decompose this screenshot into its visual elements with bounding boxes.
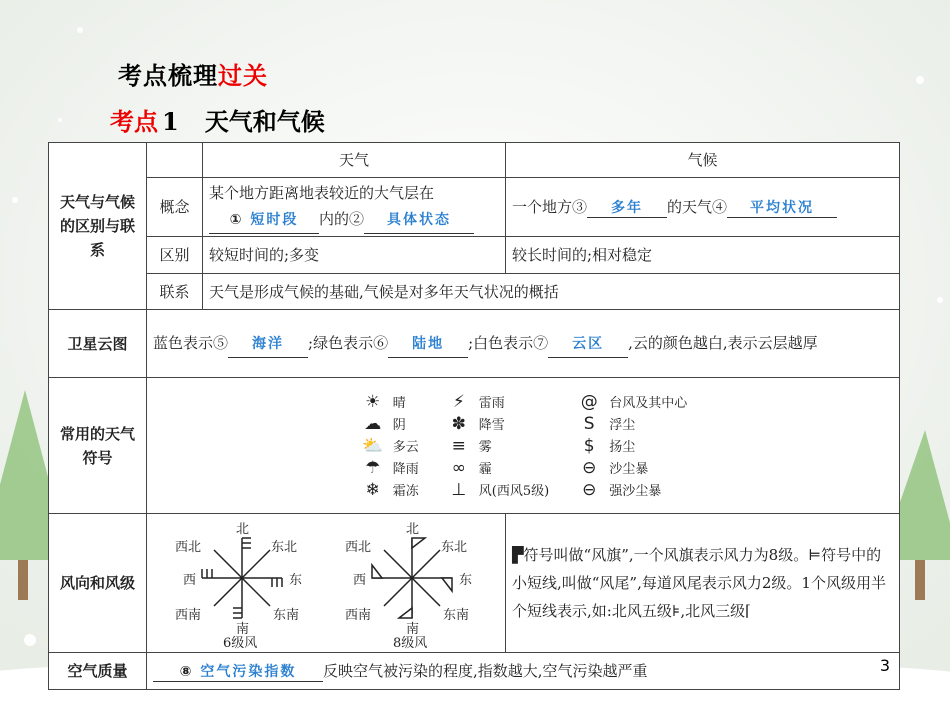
flag-icon: ▛ bbox=[512, 546, 524, 565]
page-number: 3 bbox=[879, 656, 890, 675]
overcast-icon: ☁ bbox=[364, 413, 382, 434]
blank-3: 多年 bbox=[587, 197, 667, 218]
row-header-wind: 风向和风级 bbox=[49, 514, 147, 653]
slide-title: 考点梳理过关 bbox=[118, 61, 268, 90]
weather-concept: 某个地方距离地表较近的大气层在 ① 短时段 内的② 具体状态 bbox=[203, 177, 506, 236]
cloudy-icon: ⛅ bbox=[362, 435, 384, 456]
weather-diff: 较短时间的;多变 bbox=[203, 236, 506, 273]
slide-subtitle: 考点 1 天气和气候 bbox=[110, 107, 325, 136]
typhoon-icon: @ bbox=[580, 391, 598, 412]
blank-2: 具体状态 bbox=[364, 207, 474, 234]
snow-icon: ✽ bbox=[451, 413, 466, 434]
blank-5: 海洋 bbox=[228, 331, 308, 358]
air-quality-text: ⑧ 空气污染指数 反映空气被污染的程度,指数越大,空气污染越严重 bbox=[147, 653, 900, 690]
wind-rose-6: 北 东北 东 东南 南 西南 西 西北 6级风 bbox=[175, 522, 303, 652]
row-header-air: 空气质量 bbox=[49, 653, 147, 690]
rain-icon: ☂ bbox=[365, 457, 381, 478]
wind-explanation: ▛符号叫做“风旗”,一个风旗表示风力为8级。⊨符号中的小短线,叫做“风尾”,每道风尾表示风力2级。1个风级用半个短线表示,如:北风五级⊧,北风三级⌈ bbox=[506, 514, 900, 653]
north-5-icon: ⊧ bbox=[671, 602, 681, 621]
floating-dust-icon: S bbox=[583, 413, 595, 434]
haze-icon: ∞ bbox=[451, 457, 466, 478]
content-table bbox=[48, 142, 900, 690]
north-3-icon: ⌈ bbox=[745, 602, 751, 621]
wind-rose-8: 北 东北 东 东南 南 西南 西 西北 8级风 bbox=[345, 522, 473, 652]
blank-4: 平均状况 bbox=[727, 197, 837, 218]
tail-icon: ⊨ bbox=[808, 546, 822, 565]
row-header-symbols: 常用的天气符号 bbox=[49, 377, 147, 514]
row-header-weather-climate: 天气与气候的区别与联系 bbox=[49, 143, 147, 310]
sandstorm-icon: ⊖ bbox=[582, 457, 597, 478]
label-link: 联系 bbox=[147, 273, 203, 310]
link-text: 天气是形成气候的基础,气候是对多年天气状况的概括 bbox=[203, 273, 900, 310]
label-diff: 区别 bbox=[147, 236, 203, 273]
severe-sandstorm-icon: ⊖ bbox=[582, 479, 597, 500]
thunderstorm-icon: ⚡ bbox=[452, 391, 465, 412]
blank-6: 陆地 bbox=[388, 331, 468, 358]
fog-icon: ≡ bbox=[451, 435, 466, 456]
blank-1: ① 短时段 bbox=[209, 207, 319, 234]
wind-icon: ⊥ bbox=[451, 479, 467, 500]
label-concept: 概念 bbox=[147, 177, 203, 236]
frost-icon: ❄ bbox=[365, 479, 380, 500]
blank-7: 云区 bbox=[548, 331, 628, 358]
blank-8: ⑧ 空气污染指数 bbox=[153, 661, 323, 682]
blowing-dust-icon: $ bbox=[583, 435, 595, 456]
col-header-weather: 天气 bbox=[203, 143, 506, 178]
sunny-icon: ☀ bbox=[365, 391, 381, 412]
symbols-legend: ☀ 晴 ☁ 阴 ⛅ 多云 ☂ 降雨 ❄ 霜冻 ⚡ 雷雨 ✽ 降雪 ≡ 雾 ∞ 霾 ⊥ 风(西风5级) @ 台风及其中心 S 浮尘 $ 扬尘 ⊖ 沙尘暴 ⊖ 强沙尘暴 bbox=[147, 377, 900, 514]
col-header-climate: 气候 bbox=[506, 143, 900, 178]
climate-concept: 一个地方③ 多年 的天气④ 平均状况 bbox=[506, 177, 900, 236]
satellite-text: 蓝色表示⑤ 海洋 ;绿色表示⑥ 陆地 ;白色表示⑦ 云区 ,云的颜色越白,表示云层越厚 bbox=[147, 310, 900, 377]
climate-diff: 较长时间的;相对稳定 bbox=[506, 236, 900, 273]
wind-diagrams bbox=[147, 514, 506, 653]
row-header-satellite: 卫星云图 bbox=[49, 310, 147, 377]
